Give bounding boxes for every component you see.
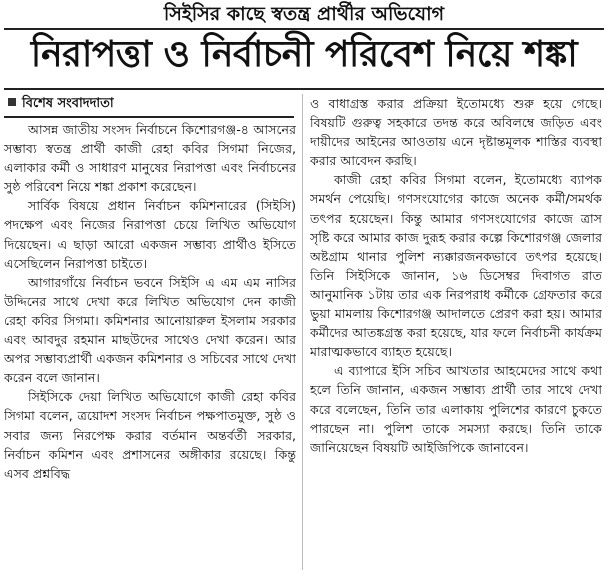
- byline: [4, 94, 294, 118]
- square-bullet-icon: [8, 98, 16, 106]
- article-column-right: [310, 94, 602, 570]
- kicker-headline: সিইসির কাছে স্বতন্ত্র প্রার্থীর অভিযোগ: [163, 3, 445, 25]
- column-divider: [302, 94, 303, 570]
- article-column-left: [4, 120, 296, 570]
- main-headline: নিরাপত্তা ও নির্বাচনী পরিবেশ নিয়ে শঙ্কা: [30, 34, 578, 75]
- paragraph: ও বাধাগ্রস্ত করার প্রক্রিয়া ইতোমধ্যে শুরু হয়ে গেছে। বিষয়টি গুরুত্ব সহকারে তদন্ত করে অবিলম্বে জড়িত এবং দায়ীদের আইনের আওতায় এনে দৃষ্টান্তমূলক শাস্তির ব্যবস্থা করার আবেদন করছি।: [310, 96, 602, 169]
- paragraph: এ ব্যাপারে ইসি সচিব আখতার আহমেদের সাথে কথা হলে তিনি জানান, একজন সম্ভাব্য প্রার্থী তার সাথে দেখা করে বলেছেন, তিনি তার এলাকায় পুলিশের কারণে চুকতে পারছেন না। পুলিশ তাকে সমস্যা করছে। তিনি তাকে জানিয়েছেন বিষয়টি আইজিপিকে জানাবেন।: [310, 363, 602, 455]
- paragraph: কাজী রেহা কবির সিগমা বলেন, ইতোমধ্যে ব্যাপক সমর্থন পেয়েছি। গণসংযোগের কাজে অনেক কর্মী/সমর্থক তৎপর হয়েছেন। কিন্তু আমার গণসংযোগের কাজে ত্রাস সৃষ্টি করে আমার কাজ দুরূহ করার কল্পে কিশোরগঞ্জ জেলার অষ্টগ্রাম থানার পুলিশ ন্যক্কারজনকভাবে তৎপর হয়েছে। তিনি সিইসিকে জানান, ১৬ ডিসেম্বর দিবাগত রাত আনুমানিক ১টায় তার এক নিরপরাধ কর্মীকে গ্রেফতার করে ভুয়া মামলায় কিশোরগঞ্জ আদালতে প্রেরণ করা হয়। আমার কর্মীদের আতঙ্কগ্রস্ত করা হয়েছে, যার ফলে নির্বাচনী কার্যক্রম মারাত্মকভাবে ব্যাহত হয়েছে।: [310, 172, 602, 360]
- byline-text: বিশেষ সংবাদদাতা: [22, 96, 114, 111]
- paragraph: আগারগাঁয়ে নির্বাচন ভবনে সিইসি এ এম এম নাসির উদ্দিনের সাথে দেখা করে লিখিত অভিযোগ দেন কাজী রেহা কবির সিগমা। কমিশনার আনোয়ারুল ইসলাম সরকার এবং আবদুর রহমান মাছউদের সাথেও দেখা করেন। আর অপর সম্ভাব্যপ্রার্থী একজন কমিশনার ও সচিবের সাথে দেখা করেন বলে জানান।: [4, 274, 296, 386]
- headline-divider: [4, 88, 604, 90]
- paragraph: সার্বিক বিষয়ে প্রধান নির্বাচন কমিশনারের (সিইসি) পদক্ষেপ এবং নিজের নিরাপত্তা চেয়ে লিখিত অভিযোগ দিয়েছেন। এ ছাড়া আরো একজন সম্ভাব্য প্রার্থীও ইসিতে এসেছিলেন নিরাপত্তা চাইতে।: [4, 198, 296, 271]
- paragraph: সিইসিকে দেয়া লিখিত অভিযোগে কাজী রেহা কবির সিগমা বলেন, ত্রয়োদশ সংসদ নির্বাচন পক্ষপাতমুক্ত, সুষ্ঠ ও সবার জন্য নিরপেক্ষ করার বর্তমান অন্তর্বর্তী সরকার, নির্বাচন কমিশন এবং প্রশাসনের অঙ্গীকার রয়েছে। কিন্তু এসব প্রশ্নবিদ্ধ: [4, 389, 296, 481]
- paragraph: আসন্ন জাতীয় সংসদ নির্বাচনে কিশোরগঞ্জ-৪ আসনের সম্ভাব্য স্বতন্ত্র প্রার্থী কাজী রেহা কবির সিগমা নিজের, এলাকার কর্মী ও সাধারণ মানুষের নিরাপত্তা এবং নির্বাচনের সুষ্ঠ পরিবেশ নিয়ে শঙ্কা প্রকাশ করেছেন।: [4, 122, 296, 195]
